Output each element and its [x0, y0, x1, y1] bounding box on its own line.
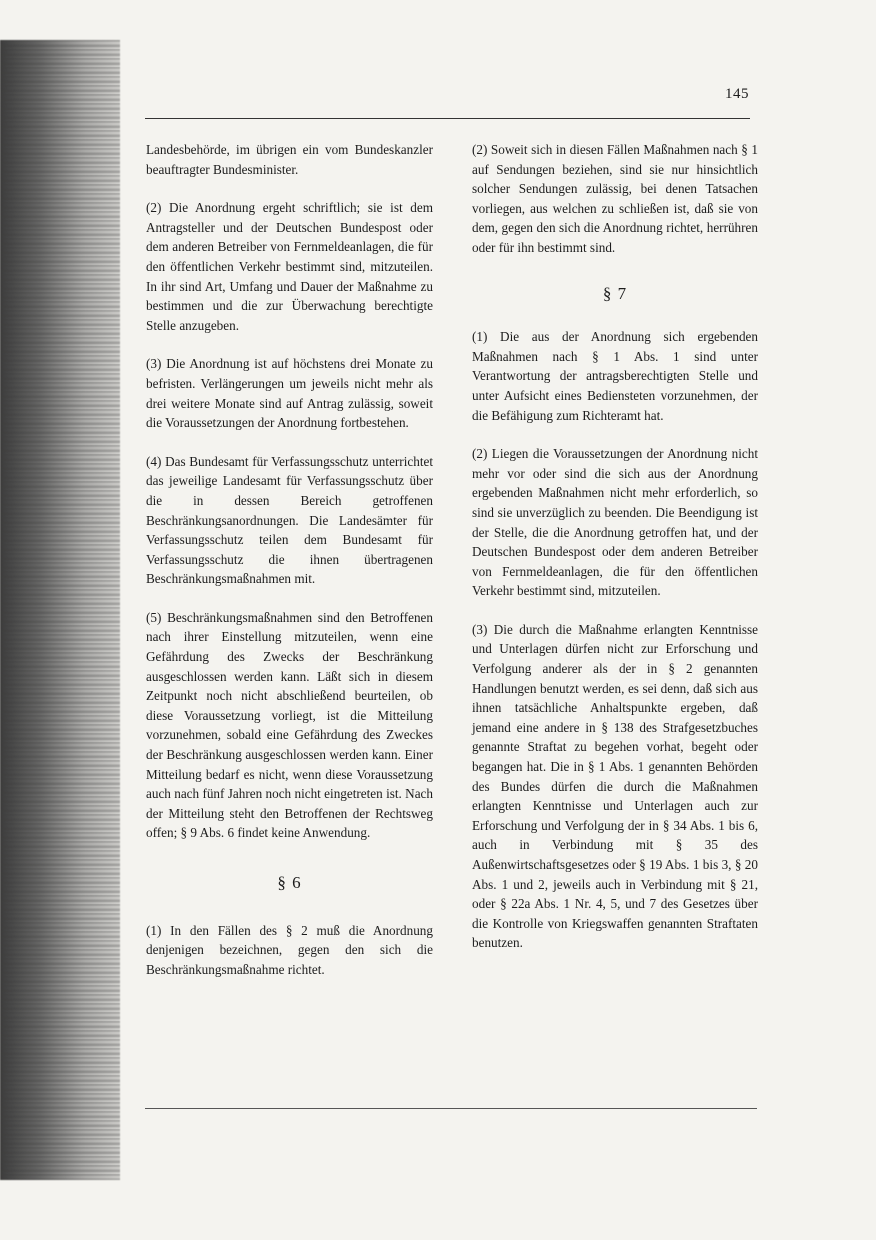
- paragraph: (2) Soweit sich in diesen Fällen Maßnahmen nach § 1 auf Sendungen beziehen, sind sie nur hinsichtlich solcher Sendungen zulässig, bei denen Tatsachen vorliegen, aus welchen zu schließen ist, daß sie von dem, gegen den sich die Anordnung richtet, herrühren oder für ihn bestimmt sind.: [472, 142, 758, 255]
- paragraph: (3) Die durch die Maßnahme erlangten Kenntnisse und Unterlagen dürfen nicht zur Erforschung und Verfolgung anderer als der in § 2 genannten Handlungen benutzt werden, es sei denn, daß sich aus ihnen tatsächliche Anhaltspunkte ergeben, daß jemand eine andere in § 138 des Strafgesetzbuches genannte Straftat zu begehen vorhat, begeht oder begangen hat. Die in § 1 Abs. 1 genannten Behörden des Bundes dürfen die durch die Maßnahmen erlangten Kenntnisse und Unterlagen auch zur Erforschung und Verfolgung der in § 34 Abs. 1 bis 6, auch in Verbindung mit § 35 des Außenwirtschaftsgesetzes oder § 19 Abs. 1 bis 3, § 20 Abs. 1 und 2, jeweils auch in Verbindung mit § 21, oder § 22a Abs. 1 Nr. 4, 5, und 7 des Gesetzes über die Kontrolle von Kriegswaffen genannten Straftaten benutzen.: [472, 621, 758, 951]
- paragraph: (2) Die Anordnung ergeht schriftlich; sie ist dem Antragsteller und der Deutschen Bundespost oder dem anderen Betreiber von Fernmeldeanlagen, die für den öffentlichen Verkehr bestimmt sind, mitzuteilen. In ihr sind Art, Umfang und Dauer der Maßnahme zu bestimmen und die zur Überwachung berechtigte Stelle anzugeben.: [146, 200, 433, 333]
- header-rule: [145, 118, 750, 119]
- paragraph: (4) Das Bundesamt für Verfassungsschutz unterrichtet das jeweilige Landesamt für Verfassungsschutz über die in dessen Bereich getroffenen Beschränkungsanordnungen. Die Landesämter für Verfassungsschutz teilen dem Bundesamt für Verfassungsschutz die ihnen übertragenen Beschränkungsmaßnahmen mit.: [146, 453, 433, 587]
- paragraph: (3) Die Anordnung ist auf höchstens drei Monate zu befristen. Verlängerungen um jeweils nicht mehr als drei weitere Monate sind auf Antrag zulässig, soweit die Voraussetzungen der Anordnung fortbestehen.: [146, 356, 433, 431]
- paragraph: Landesbehörde, im übrigen ein vom Bundeskanzler beauftragter Bundesminister.: [146, 142, 433, 177]
- left-column: [146, 140, 433, 998]
- book-binding-shadow: [0, 40, 120, 1180]
- right-column: [472, 140, 758, 972]
- paragraph: (1) Die aus der Anordnung sich ergebenden Maßnahmen nach § 1 Abs. 1 sind unter Verantwortung der antragsberechtigten Stelle und unter Aufsicht eines Bediensteten vorzunehmen, der die Befähigung zum Richteramt hat.: [472, 329, 758, 423]
- section-heading: § 7: [602, 283, 628, 303]
- paragraph: (5) Beschränkungsmaßnahmen sind den Betroffenen nach ihrer Einstellung mitzuteilen, wenn eine Gefährdung des Zwecks der Beschränkung ausgeschlossen werden kann. Läßt sich in diesem Zeitpunkt noch nicht abschließend beurteilen, ob diese Voraussetzung vorliegt, ist die Mitteilung vorzunehmen, sobald eine Gefährdung des Zweckes der Beschränkung ausgeschlossen werden kann. Einer Mitteilung bedarf es nicht, wenn diese Voraussetzung auch nach fünf Jahren noch nicht eingetreten ist. Nach der Mitteilung steht den Betroffenen der Rechtsweg offen; § 9 Abs. 6 findet keine Anwendung.: [146, 609, 433, 841]
- page-number: 145: [725, 86, 749, 102]
- footer-rule: [145, 1108, 757, 1109]
- paragraph: (1) In den Fällen des § 2 muß die Anordnung denjenigen bezeichnen, gegen den sich die Beschränkungsmaßnahme richtet.: [146, 922, 433, 977]
- paragraph: (2) Liegen die Voraussetzungen der Anordnung nicht mehr vor oder sind die sich aus der Anordnung ergebenden Maßnahmen nicht mehr erforderlich, so sind sie unverzüglich zu beenden. Die Beendigung ist der Stelle, die die Anordnung getroffen hat, und der Deutschen Bundespost oder dem anderen Betreiber von Fernmeldeanlagen, die für den öffentlichen Verkehr bestimmt sind, mitzuteilen.: [472, 446, 758, 599]
- section-heading: § 6: [277, 873, 302, 892]
